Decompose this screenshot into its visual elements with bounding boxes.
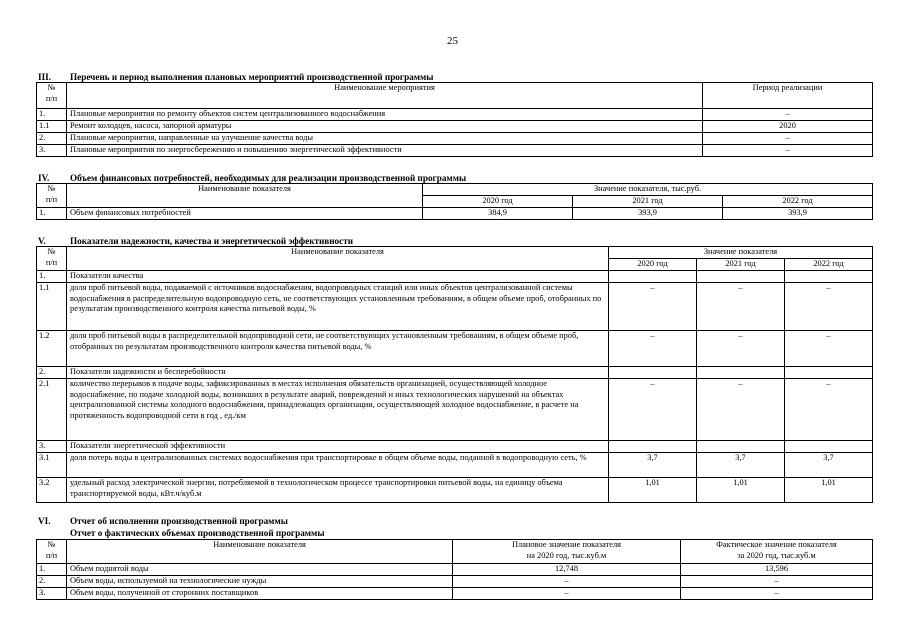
table-cell: 3. [37, 145, 67, 157]
section-6-title: Отчет об исполнении производственной программы [70, 516, 288, 526]
header-number: № п/п [37, 83, 67, 109]
table-row [37, 283, 873, 331]
financial-needs-table [36, 183, 873, 220]
table-row [37, 478, 873, 503]
table-cell: – [785, 283, 873, 331]
section-4-number: IV. [38, 173, 50, 183]
table-cell: – [609, 331, 697, 367]
table-row [37, 588, 873, 600]
actual-volumes-table [36, 539, 873, 600]
table-cell: Плановые мероприятия по ремонту объектов систем централизованного водоснабжения [67, 109, 703, 121]
table-cell: 3. [37, 441, 67, 453]
table-cell: 1,01 [609, 478, 697, 503]
table-row [37, 109, 873, 121]
table-cell: – [703, 145, 873, 157]
table-cell: 13,596 [681, 564, 873, 576]
table-cell: доля потерь воды в централизованных системах водоснабжения при транспортировке в общем объеме воды, поданной в водопроводную сеть, % [67, 453, 609, 478]
table-cell: доля проб питьевой воды, подаваемой с источников водоснабжения, водопроводных станций или иных объектов централизованной системы водоснабжения в распределительную водопроводную сеть, не соответствующих установленным требованиям, в общем объеме проб, отобранных по результатам производственного контроля качества питьевой воды, % [67, 283, 609, 331]
header-planned-value: Плановое значение показателя на 2020 год, тыс.куб.м [453, 540, 681, 564]
section-4-heading [38, 173, 466, 183]
table-cell: Показатели энергетической эффективности [67, 441, 609, 453]
section-3-title: Перечень и период выполнения плановых мероприятий производственной программы [70, 72, 434, 82]
table-cell: – [697, 283, 785, 331]
table-cell: Показатели надежности и бесперебойности [67, 367, 609, 379]
header-year-2020: 2020 год [609, 259, 697, 271]
table-row [37, 331, 873, 367]
table-cell: 2. [37, 367, 67, 379]
section-6-subtitle: Отчет о фактических объемах производственной программы [70, 528, 325, 538]
section-3-number: III. [38, 72, 52, 82]
header-actual-value: Фактическое значение показателя за 2020 год, тыс.куб.м [681, 540, 873, 564]
table-cell: – [681, 576, 873, 588]
section-5-heading [38, 236, 353, 246]
table-cell: 1,01 [785, 478, 873, 503]
page-number: 25 [447, 35, 458, 47]
header-year-2021: 2021 год [573, 196, 723, 208]
table-cell [785, 441, 873, 453]
table-cell: Объем поднятой воды [67, 564, 453, 576]
header-period: Период реализации [703, 83, 873, 109]
table-cell [785, 367, 873, 379]
table-cell: Плановые мероприятия по энергосбережению и повышению энергетической эффективности [67, 145, 703, 157]
table-cell: удельный расход электрической энергии, потребляемой в технологическом процессе транспортировки питьевой воды, на единицу объема транспортируемой воды, кВт.ч/куб.м [67, 478, 609, 503]
table-row [37, 271, 873, 283]
header-value-group: Значение показателя [609, 247, 873, 259]
table-cell: 3.2 [37, 478, 67, 503]
header-number: № п/п [37, 184, 67, 208]
table-cell [697, 271, 785, 283]
table-cell: 1.1 [37, 121, 67, 133]
table-row [37, 133, 873, 145]
table-cell: Объем воды, используемой на технологические нужды [67, 576, 453, 588]
table-cell: 3,7 [785, 453, 873, 478]
header-number: № п/п [37, 247, 67, 271]
section-6-number: VI. [38, 516, 51, 526]
table-cell: Объем финансовых потребностей [67, 208, 423, 220]
table-cell [697, 367, 785, 379]
header-measure-name: Наименование мероприятия [67, 83, 703, 109]
table-row [37, 576, 873, 588]
table-cell: Показатели качества [67, 271, 609, 283]
section-5-title: Показатели надежности, качества и энергетической эффективности [70, 236, 354, 246]
header-year-2021: 2021 год [697, 259, 785, 271]
header-indicator-name: Наименование показателя [67, 184, 423, 208]
table-cell: – [697, 331, 785, 367]
table-cell: – [703, 109, 873, 121]
table-cell: 393,9 [573, 208, 723, 220]
table-row [37, 564, 873, 576]
table-cell: – [453, 576, 681, 588]
table-row [37, 441, 873, 453]
table-cell: – [785, 331, 873, 367]
table-cell: 2. [37, 133, 67, 145]
table-cell: – [681, 588, 873, 600]
table-cell [609, 441, 697, 453]
table-cell: 1. [37, 564, 67, 576]
table-cell: – [785, 379, 873, 441]
table-cell: 3. [37, 588, 67, 600]
table-cell: 12,748 [453, 564, 681, 576]
table-cell: доля проб питьевой воды в распределительной водопроводной сети, не соответствующих установленным требованиям, в общем объеме проб, отобранных по результатам производственного контроля качества питьевой воды, % [67, 331, 609, 367]
table-cell [785, 271, 873, 283]
section-4-title: Объем финансовых потребностей, необходимых для реализации производственной программы [70, 173, 467, 183]
table-cell: 1. [37, 271, 67, 283]
header-year-2022: 2022 год [723, 196, 873, 208]
header-indicator-name: Наименование показателя [67, 540, 453, 564]
table-row [37, 121, 873, 133]
table-cell: 1. [37, 208, 67, 220]
table-cell: 3,7 [609, 453, 697, 478]
planned-measures-table [36, 82, 873, 157]
table-cell: Объем воды, полученной от сторонних поставщиков [67, 588, 453, 600]
reliability-indicators-table [36, 246, 873, 503]
table-row [37, 453, 873, 478]
header-value-group: Значение показателя, тыс.руб. [423, 184, 873, 196]
table-cell: 1,01 [697, 478, 785, 503]
section-6-heading [38, 516, 288, 526]
table-cell: 1. [37, 109, 67, 121]
table-cell: 393,9 [723, 208, 873, 220]
table-cell: Плановые мероприятия, направленные на улучшение качества воды [67, 133, 703, 145]
table-cell [697, 441, 785, 453]
table-cell: 1.1 [37, 283, 67, 331]
header-indicator-name: Наименование показателя [67, 247, 609, 271]
table-cell: 2. [37, 576, 67, 588]
table-cell: – [697, 379, 785, 441]
header-year-2020: 2020 год [423, 196, 573, 208]
table-row [37, 379, 873, 441]
header-number: № п/п [37, 540, 67, 564]
table-row [37, 145, 873, 157]
table-cell: – [703, 133, 873, 145]
table-cell [609, 271, 697, 283]
table-cell: 3.1 [37, 453, 67, 478]
table-cell: 1.2 [37, 331, 67, 367]
table-cell: 384,9 [423, 208, 573, 220]
section-3-heading [38, 72, 433, 82]
table-row [37, 367, 873, 379]
table-cell: – [453, 588, 681, 600]
table-cell [609, 367, 697, 379]
table-cell: количество перерывов в подаче воды, зафиксированных в местах исполнения обязательств организацией, осуществляющей холодное водоснабжение, по подаче холодной воды, возникших в результате аварий, повреждений и иных технологических нарушений на объектах централизованной системы холодного водоснабжения, принадлежащих организации, осуществляющей холодное водоснабжение, в расчете на протяженность водопроводной сети в год , ед./км [67, 379, 609, 441]
table-cell: – [609, 379, 697, 441]
table-cell: – [609, 283, 697, 331]
table-cell: 3,7 [697, 453, 785, 478]
table-cell: Ремонт колодцев, насоса, запорной арматуры [67, 121, 703, 133]
table-cell: 2020 [703, 121, 873, 133]
header-year-2022: 2022 год [785, 259, 873, 271]
table-cell: 2.1 [37, 379, 67, 441]
section-5-number: V. [38, 236, 46, 246]
table-row [37, 208, 873, 220]
